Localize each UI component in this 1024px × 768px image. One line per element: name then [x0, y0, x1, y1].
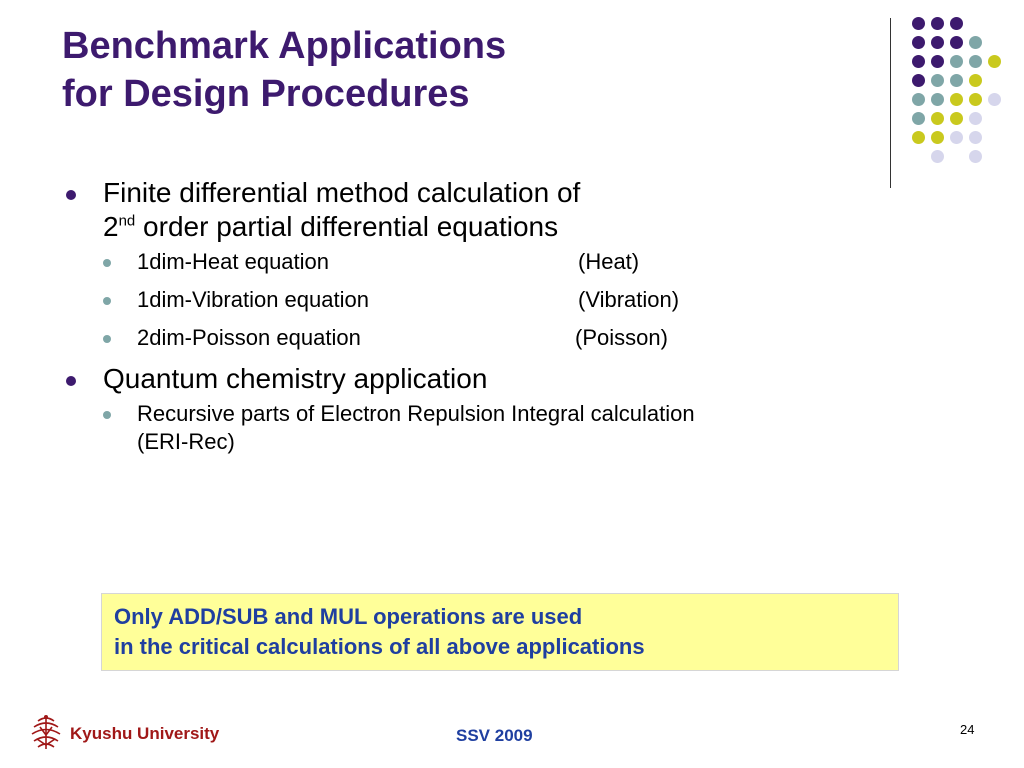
decorative-dot	[950, 17, 963, 30]
decorative-vertical-rule	[890, 18, 891, 188]
sub-bullet-dot-icon	[103, 335, 111, 343]
equation-tag: (Poisson)	[575, 325, 668, 350]
equation-label: 1dim-Vibration equation	[137, 287, 369, 312]
bullet-dot-icon	[66, 376, 76, 386]
highlight-callout	[101, 593, 899, 671]
decorative-dot	[931, 17, 944, 30]
order-number: 2	[103, 211, 119, 242]
decorative-dot	[931, 150, 944, 163]
decorative-dot	[969, 55, 982, 68]
sub-bullet-item	[62, 400, 882, 456]
decorative-dot	[931, 131, 944, 144]
bullet-text-line-1: Finite differential method calculation of	[103, 177, 581, 208]
callout-line-1: Only ADD/SUB and MUL operations are used	[114, 604, 583, 629]
page-number: 24	[960, 722, 975, 737]
bullet-dot-icon	[66, 190, 76, 200]
bullet-text-line-1: Quantum chemistry application	[103, 363, 488, 394]
decorative-dot	[931, 112, 944, 125]
decorative-dot	[988, 55, 1001, 68]
decorative-dot	[912, 17, 925, 30]
decorative-dot	[950, 36, 963, 49]
equation-tag: (Vibration)	[578, 287, 680, 312]
ordinal-superscript: nd	[118, 212, 136, 230]
sub-bullet-dot-icon	[103, 297, 111, 305]
decorative-dot	[969, 131, 982, 144]
decorative-dot	[950, 74, 963, 87]
footer-university-name: Kyushu University	[70, 724, 220, 743]
footer-conference: SSV 2009	[456, 726, 533, 745]
decorative-dot	[969, 150, 982, 163]
sub-bullet-item	[62, 286, 882, 314]
decorative-dot	[912, 55, 925, 68]
sub-bullet-dot-icon	[103, 259, 111, 267]
decorative-dot	[950, 93, 963, 106]
decorative-dot	[931, 55, 944, 68]
decorative-dot	[969, 74, 982, 87]
decorative-dot	[912, 93, 925, 106]
bullet-text-line-2	[103, 210, 882, 244]
decorative-dot	[912, 131, 925, 144]
sub-bullet-item	[62, 324, 882, 352]
decorative-dot	[931, 93, 944, 106]
title-line-1: Benchmark Applications	[62, 25, 507, 67]
decorative-dot	[931, 36, 944, 49]
sub-bullet-item	[62, 248, 882, 276]
sub-bullet-text-line-1: Recursive parts of Electron Repulsion Integral calculation	[137, 401, 695, 426]
equation-label: 2dim-Poisson equation	[137, 325, 361, 350]
decorative-dot	[912, 36, 925, 49]
decorative-dot	[912, 112, 925, 125]
decorative-dot	[931, 74, 944, 87]
decorative-dot	[950, 55, 963, 68]
callout-line-2: in the critical calculations of all above applications	[114, 634, 645, 659]
decorative-dot	[988, 93, 1001, 106]
bullet-list	[62, 176, 882, 466]
title-line-2: for Design Procedures	[62, 73, 470, 115]
decorative-dot	[969, 112, 982, 125]
bullet-item	[62, 362, 882, 396]
sub-bullet-text-line-2: (ERI-Rec)	[137, 429, 235, 454]
sub-bullet-dot-icon	[103, 411, 111, 419]
bullet-text-rest: order partial differential equations	[135, 211, 559, 242]
kyushu-university-crest-icon	[24, 711, 68, 755]
decorative-dot	[969, 36, 982, 49]
decorative-dot	[950, 112, 963, 125]
equation-tag: (Heat)	[578, 249, 640, 274]
slide-title	[62, 22, 822, 118]
decorative-dot	[950, 131, 963, 144]
decorative-dot	[969, 93, 982, 106]
bullet-item	[62, 176, 882, 244]
decorative-dot	[912, 74, 925, 87]
equation-label: 1dim-Heat equation	[137, 249, 330, 274]
